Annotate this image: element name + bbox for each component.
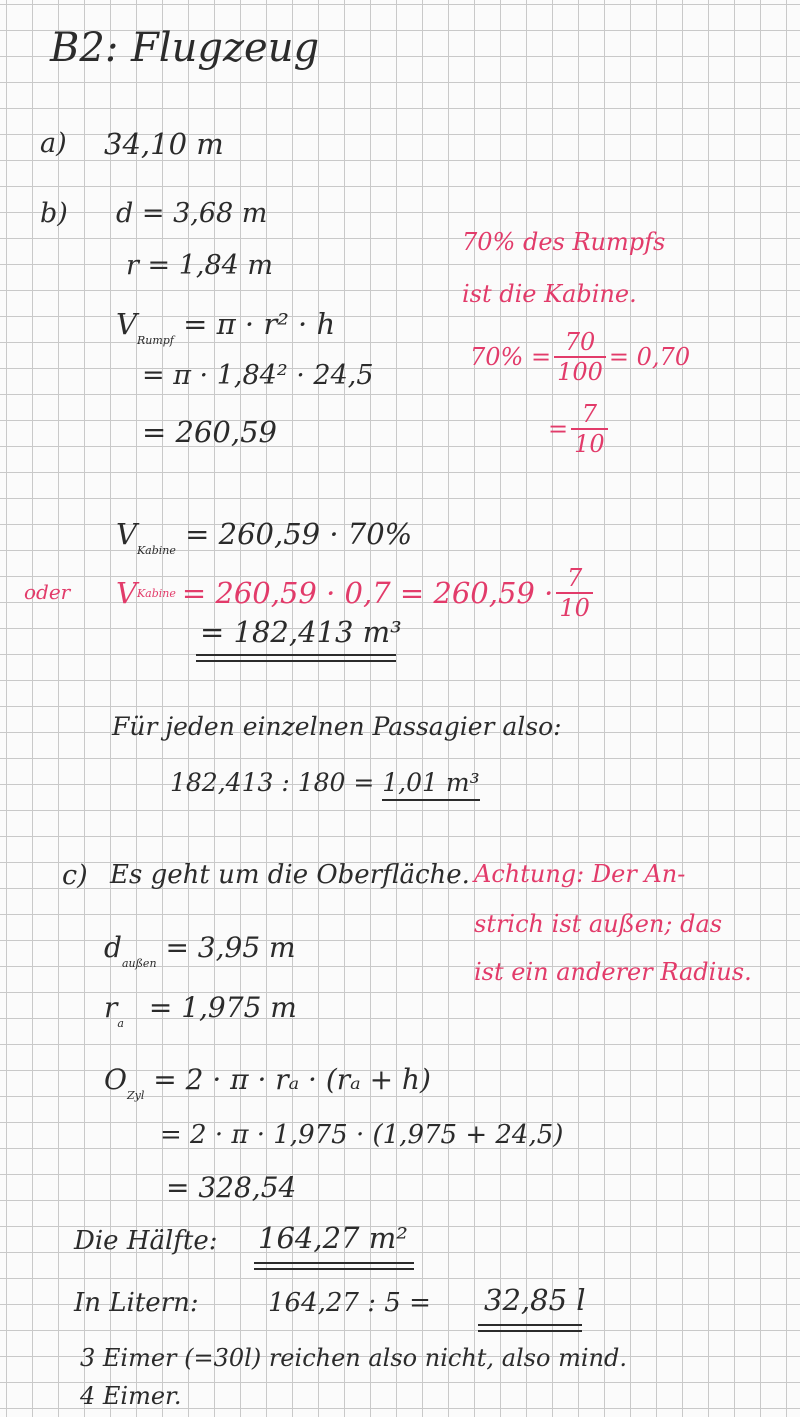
passenger-calc-line [170,770,480,795]
v-kabine-result: = 182,413 m³ [200,615,402,649]
fraction-eq: = [548,415,569,443]
red-note-b-fraction [548,402,611,456]
v-rumpf-formula-line [116,307,336,347]
o-zyl-line [104,1063,431,1102]
conclusion-line-2: 4 Eimer. [80,1382,182,1410]
result-underline-1 [196,654,396,656]
passenger-text: Für jeden einzelnen Passagier also: [112,712,562,741]
v-kabine-subscript: Kabine [136,544,176,557]
page-title: B2: Flugzeug [50,25,320,71]
passenger-calc: 182,413 : 180 = [170,768,375,797]
r-a-subscript: a [117,1017,124,1030]
r-a-rhs: = 1,975 m [148,991,297,1024]
half-label: Die Hälfte: [74,1226,218,1256]
part-c-label: c) [62,860,88,891]
v-kabine2-fraction [556,566,593,620]
red-note-c-line1: Achtung: Der An- [474,860,686,888]
red-note-c-line3: ist ein anderer Radius. [474,958,752,986]
seven-tenths-numerator: 7 [581,400,598,428]
v-kabine2-numerator: 7 [566,564,583,592]
r-a-line [104,991,297,1030]
v-kabine-rhs: = 260,59 · 70% [185,517,413,551]
liters-calc: 164,27 : 5 = [268,1288,431,1318]
red-note-b-line1: 70% des Rumpfs [462,228,666,256]
red-note-b-line2: ist die Kabine. [462,280,637,308]
seven-tenths-denominator: 10 [571,428,608,456]
part-c-text: Es geht um die Oberfläche. [110,860,470,890]
radius: r = 1,84 m [126,250,273,281]
v-kabine-line2 [116,566,596,620]
half-value: 164,27 m² [258,1221,408,1255]
liters-label: In Litern: [74,1288,199,1318]
seven-tenths-fraction [571,402,608,456]
percent-denominator: 100 [554,356,606,384]
percent-numerator: 70 [564,328,596,356]
liters-value: 32,85 l [484,1283,586,1317]
o-zyl-subscript: Zyl [126,1089,145,1102]
v-rumpf-result: = 260,59 [142,415,277,449]
liters-underline-1 [478,1324,582,1326]
conclusion-line-1: 3 Eimer (=30l) reichen also nicht, also mind. [80,1344,627,1372]
d-aussen-subscript: außen [121,957,157,970]
v-rumpf-step: = π · 1,84² · 24,5 [142,360,374,391]
d-aussen-line [104,931,296,970]
d-aussen-rhs: = 3,95 m [165,931,296,964]
v-kabine2-subscript: Kabine [136,586,176,600]
o-zyl-result: = 328,54 [166,1171,297,1204]
oder-label: oder [24,580,71,604]
result-underline-2 [196,660,396,662]
r-a-symbol: r [104,991,118,1024]
percent-lhs: 70% = [470,343,552,371]
v-kabine2-symbol: V [116,575,137,610]
v-kabine-line1 [116,517,413,557]
part-a-value: 34,10 m [104,127,224,161]
half-underline-1 [254,1262,414,1264]
d-aussen-symbol: d [104,931,122,964]
passenger-result: 1,01 m³ [382,768,479,801]
v-kabine2-denominator: 10 [556,592,593,620]
red-note-b-percent [470,330,690,384]
v-kabine2-rhs: = 260,59 · 0,7 = 260,59 · [181,575,554,610]
half-underline-2 [254,1268,414,1270]
v-rumpf-symbol: V [116,307,137,341]
diameter: d = 3,68 m [116,198,268,229]
o-zyl-formula: = 2 · π · rₐ · (rₐ + h) [153,1063,431,1096]
v-rumpf-subscript: Rumpf [136,334,174,347]
v-rumpf-formula: = π · r² · h [183,307,336,341]
percent-fraction [554,330,606,384]
red-note-c-line2: strich ist außen; das [474,910,723,938]
o-zyl-symbol: O [104,1063,127,1096]
percent-rhs: = 0,70 [608,343,691,371]
liters-underline-2 [478,1330,582,1332]
o-zyl-step: = 2 · π · 1,975 · (1,975 + 24,5) [160,1120,564,1150]
part-b-label: b) [40,198,68,229]
v-kabine-symbol: V [116,517,137,551]
part-a-label: a) [40,128,67,159]
